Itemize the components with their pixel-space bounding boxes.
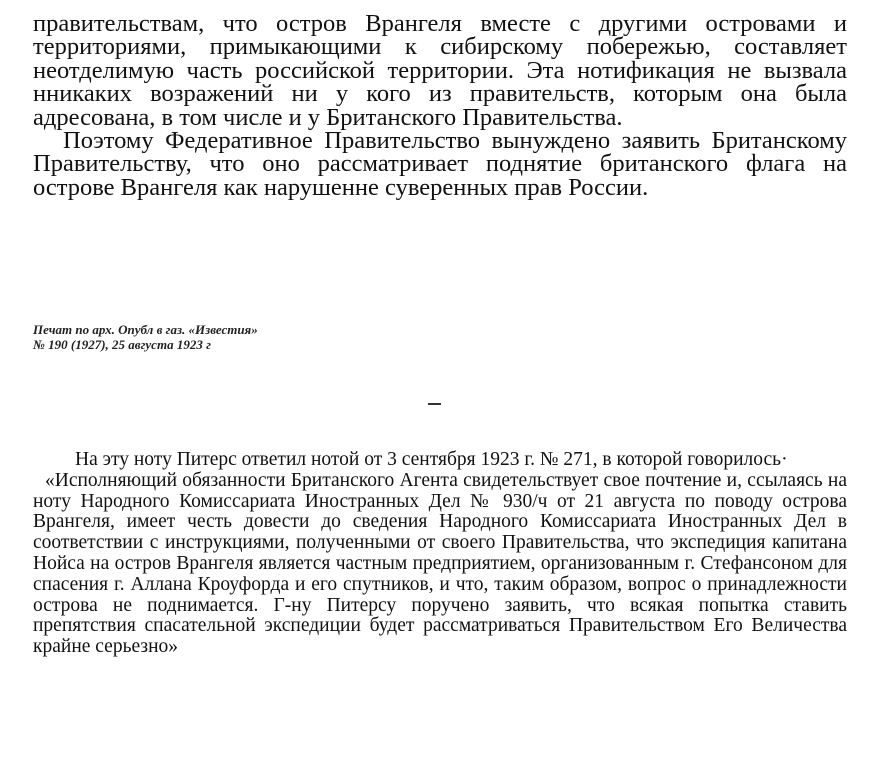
lower-text-block <box>33 450 847 658</box>
paragraph-federal-statement: Поэтому Федеративное Правительство вынуждено заявить Британскому Правительству, что оно рассматривает поднятие британского флага на острове Врангеля как нарушенне суверенных прав России. <box>33 127 847 201</box>
section-separator-mark <box>428 403 441 405</box>
source-citation-line-2: № 190 (1927), 25 августа 1923 г <box>33 337 211 352</box>
source-citation-line-1: Печат по арх. Опубл в газ. «Известия» <box>33 322 258 337</box>
paragraph-peters-reply: На эту ноту Питерс ответил нотой от 3 сентября 1923 г. № 271, в которой говорилось· <box>75 449 788 470</box>
main-text-block <box>33 12 847 199</box>
paragraph-note-content: правительствам, что остров Врангеля вместе с другими островами и территориями, примыкающими к сибирскому побережью, составляет неотделимую часть российской территории. Эта нотификация не вызвала нникаких возражений ни у кого из правительств, которым она была адресована, в том числе и у Британского Правительства. <box>33 10 847 131</box>
quoted-note-text: «Исполняющий обязанности Британского Агента свидетельствует свое почтение и, ссылаясь на ноту Народного Комиссариата Иностранных Дел № 930/ч от 21 августа по поводу острова Врангеля, имеет честь довести до сведения Народного Комиссариата Иностранных Дел в соответствии с инструкциями, полученными от своего Правительства, что экспедиция капитана Нойса на остров Врангеля является частным предприятием, организованным г. Стефансоном для спасения г. Аллана Кроуфорда и его спутников, и что, таким образом, вопрос о принадлежности острова не поднимается. Г-ну Питерсу поручено заявить, что всякая попытка ставить препятствия спасательной экспедиции будет рассматриваться Правительством Его Величества крайне серьезно» <box>33 469 847 658</box>
source-citation <box>33 322 453 352</box>
